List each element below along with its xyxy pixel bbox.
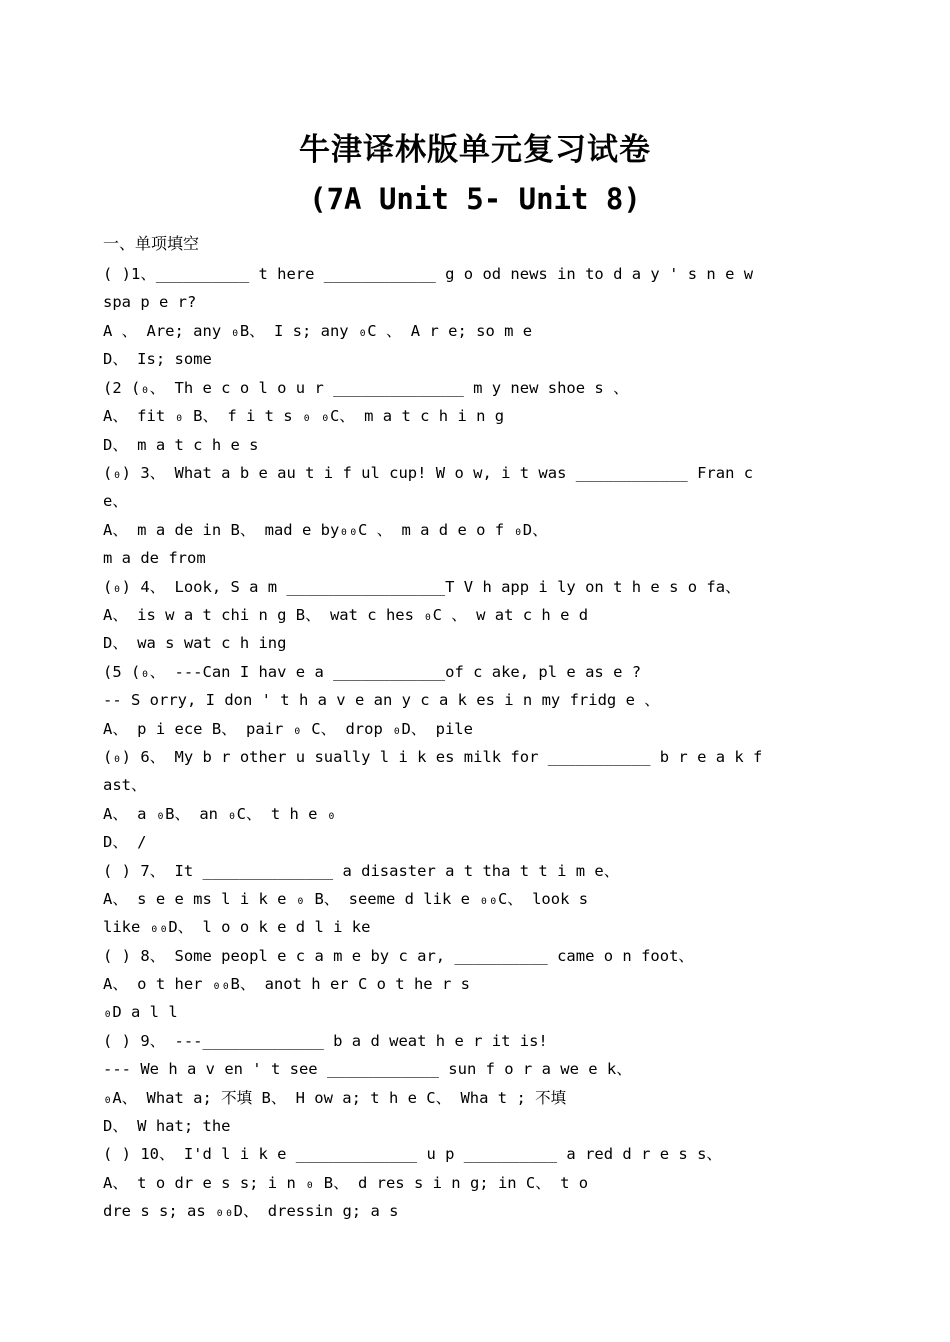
text-line: (₀) 3、 What a b e au t i f ul cup! W o w, i t was ____________ Fran c [103, 464, 754, 482]
text-line: e、 [103, 492, 128, 510]
text-line: A、 s e e ms l i k e ₀ B、 seeme d lik e ₀₀C、 look s [103, 890, 589, 908]
text-line: (₀) 4、 Look, S a m _________________T V h app i ly on t h e s o fa、 [103, 578, 741, 596]
text-line: A、 o t her ₀₀B、 anot h er C o t he r s [103, 975, 470, 993]
text-line: --- We h a v en ' t see ____________ sun f o r a we e k、 [103, 1060, 632, 1078]
text-line: m a de from [103, 549, 206, 567]
text-line: (5 (₀、 ---Can I hav e a ____________of c ake, pl e as e ? [103, 663, 642, 681]
text-line: A、 a ₀B、 an ₀C、 t h e ₀ [103, 805, 337, 823]
text-line: ( ) 8、 Some peopl e c a m e by c ar, __________ came o n foot、 [103, 947, 694, 965]
text-line: (₀) 6、 My b r other u sually l i k es milk for ___________ b r e a k f [103, 748, 763, 766]
text-line: like ₀₀D、 l o o k e d l i ke [103, 918, 371, 936]
text-line: A、 t o dr e s s; i n ₀ B、 d res s i n g; in C、 t o [103, 1174, 589, 1192]
text-line: dre s s; as ₀₀D、 dressin g; a s [103, 1202, 399, 1220]
text-line: A、 p i ece B、 pair ₀ C、 drop ₀D、 pile [103, 720, 473, 738]
text-line: D、 W hat; the [103, 1117, 231, 1135]
text-line: spa p e r? [103, 293, 197, 311]
text-line: ₀D a l l [103, 1003, 178, 1021]
section-heading: 一、单项填空 [103, 234, 200, 253]
text-line: ₀A、 What a; 不填 B、 H ow a; t h e C、 Wha t ; 不填 [103, 1089, 567, 1107]
text-line: A、 fit ₀ B、 f i t s ₀ ₀C、 m a t c h i n g [103, 407, 505, 425]
document-title: 牛津译林版单元复习试卷 [299, 132, 651, 168]
text-line: D、 wa s wat c h ing [103, 634, 287, 652]
text-line: ( ) 7、 It ______________ a disaster a t tha t t i m e、 [103, 862, 620, 880]
text-line: (2 (₀、 Th e c o l o u r ______________ m y new shoe s 、 [103, 379, 629, 397]
document-subtitle: (7A Unit 5- Unit 8) [309, 182, 641, 216]
text-line: ( )1、__________ t here ____________ g o od news in to d a y ' s n e w [103, 265, 754, 283]
text-line: A、 is w a t chi n g B、 wat c hes ₀C 、 w at c h e d [103, 606, 589, 624]
text-line: -- S orry, I don ' t h a v e an y c a k es i n my fridg e 、 [103, 691, 660, 709]
text-line: A、 m a de in B、 mad e by₀₀C 、 m a d e o f ₀D、 [103, 521, 548, 539]
text-line: ( ) 9、 ---_____________ b a d weat h e r it is! [103, 1032, 548, 1050]
text-line: D、 / [103, 833, 147, 851]
text-line: D、 Is; some [103, 350, 212, 368]
text-line: A 、 Are; any ₀B、 I s; any ₀C 、 A r e; so m e [103, 322, 533, 340]
text-line: D、 m a t c h e s [103, 436, 259, 454]
text-line: ast、 [103, 776, 147, 794]
text-line: ( ) 10、 I'd l i k e _____________ u p __________ a red d r e s s、 [103, 1145, 722, 1163]
